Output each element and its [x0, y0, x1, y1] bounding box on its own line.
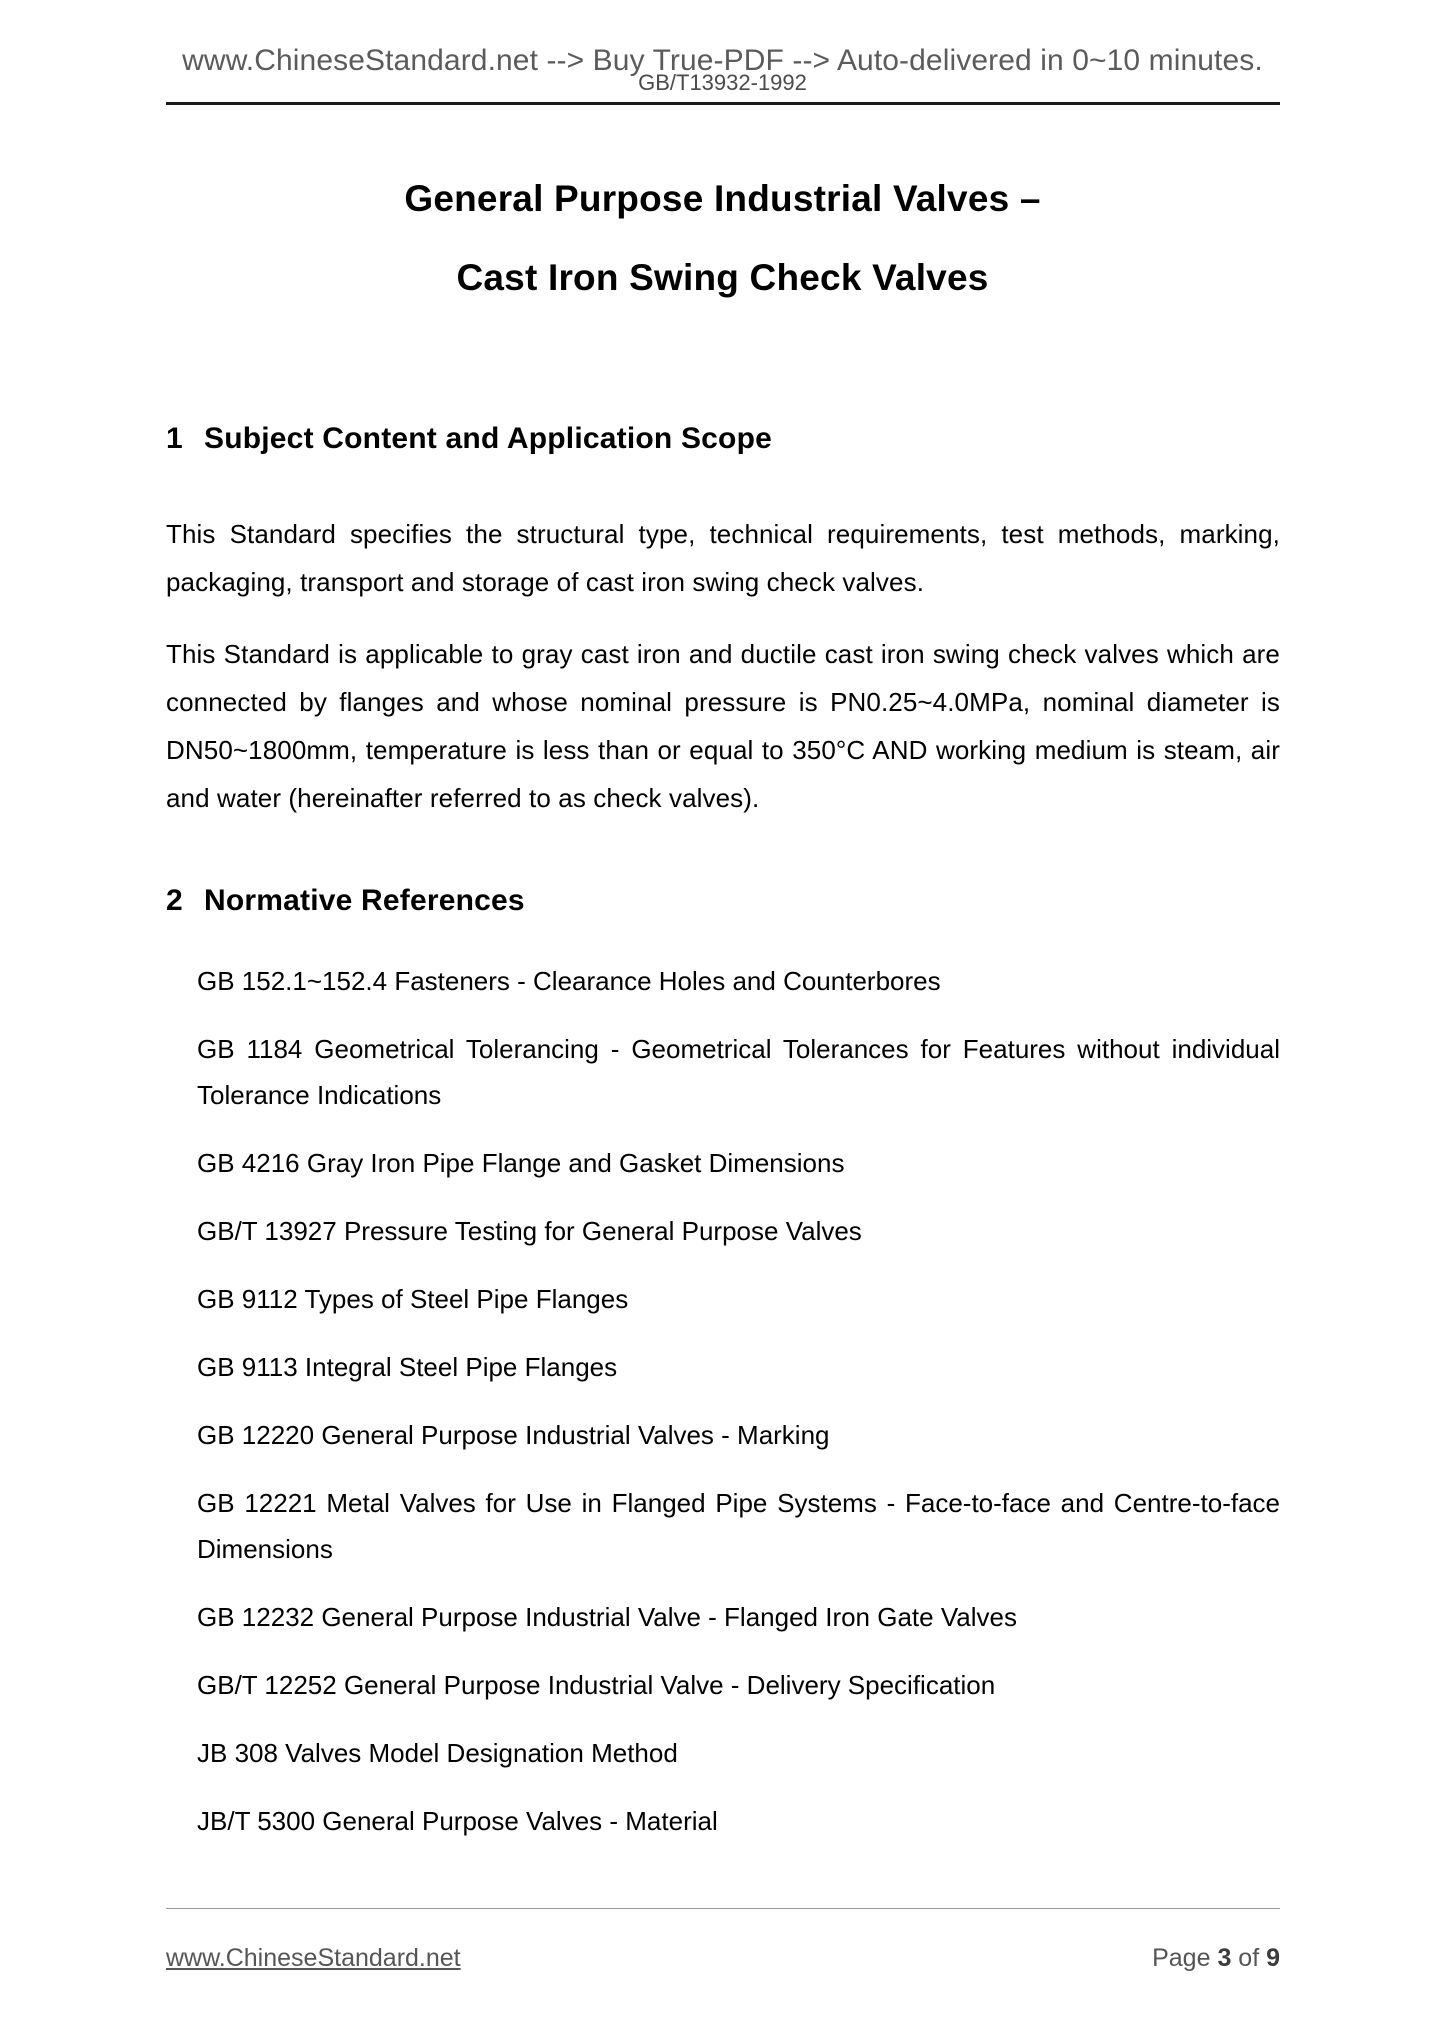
- section-heading-1: [166, 420, 1280, 458]
- page-total-number: 9: [1266, 1944, 1280, 1972]
- list-item: GB 1184 Geometrical Tolerancing - Geometrical Tolerances for Features without individual Tolerance Indications: [197, 1034, 1280, 1110]
- footer-site-link[interactable]: www.ChineseStandard.net: [166, 1944, 461, 1972]
- section-1-paragraph-1: This Standard specifies the structural type, technical requirements, test methods, marking, packaging, transport and storage of cast iron swing check valves.: [166, 519, 1280, 597]
- watermark-promo-text: www.ChineseStandard.net --> Buy True-PDF --> Auto-delivered in 0~10 minutes.: [182, 44, 1263, 77]
- list-item: GB/T 12252 General Purpose Industrial Valve - Delivery Specification: [197, 1670, 996, 1700]
- page-title-line-2: Cast Iron Swing Check Valves: [456, 257, 989, 298]
- section-1-paragraph-2: This Standard is applicable to gray cast iron and ductile cast iron swing check valves which are connected by flanges and whose nominal pressure is PN0.25~4.0MPa, nominal diameter is DN50~1800mm, temperature is less than or equal to 350°C AND working medium is steam, air and water (hereinafter referred to as check valves).: [166, 639, 1280, 813]
- section-number-2: 2: [166, 884, 183, 917]
- section-title-2: Normative References: [204, 884, 525, 917]
- document-body: [166, 420, 1280, 1844]
- list-item: GB 152.1~152.4 Fasteners - Clearance Holes and Counterbores: [197, 966, 941, 996]
- header-divider: [166, 102, 1280, 105]
- normative-references-list: [166, 958, 1280, 1844]
- footer-divider: [166, 1908, 1280, 1909]
- page-prefix-label: Page: [1152, 1944, 1218, 1972]
- section-heading-2: [166, 882, 1280, 920]
- list-item: GB 12221 Metal Valves for Use in Flanged Pipe Systems - Face-to-face and Centre-to-face Dimensions: [197, 1488, 1280, 1564]
- list-item: GB 12232 General Purpose Industrial Valve - Flanged Iron Gate Valves: [197, 1602, 1017, 1632]
- list-item: GB 9112 Types of Steel Pipe Flanges: [197, 1284, 629, 1314]
- page-title-line-1: General Purpose Industrial Valves –: [404, 178, 1041, 219]
- page-number-indicator: [1152, 1943, 1280, 1973]
- page-header: [0, 44, 1445, 114]
- list-item: JB/T 5300 General Purpose Valves - Material: [197, 1806, 718, 1836]
- list-item: JB 308 Valves Model Designation Method: [197, 1738, 678, 1768]
- list-item: GB 12220 General Purpose Industrial Valves - Marking: [197, 1420, 830, 1450]
- spacer: [166, 822, 1280, 882]
- list-item: GB 9113 Integral Steel Pipe Flanges: [197, 1352, 618, 1382]
- spacer: [166, 920, 1280, 958]
- standard-number: GB/T13932-1992: [638, 70, 807, 95]
- section-title-1: Subject Content and Application Scope: [204, 422, 772, 455]
- section-number-1: 1: [166, 422, 183, 455]
- list-item: GB 4216 Gray Iron Pipe Flange and Gasket Dimensions: [197, 1148, 845, 1178]
- spacer: [166, 606, 1280, 630]
- footer-content: [166, 1943, 1280, 1973]
- page-current-number: 3: [1217, 1944, 1232, 1972]
- page-footer: [166, 1908, 1280, 1973]
- page-of-label: of: [1231, 1944, 1267, 1972]
- list-item: GB/T 13927 Pressure Testing for General Purpose Valves: [197, 1216, 862, 1246]
- page-title: [0, 167, 1445, 310]
- spacer: [166, 458, 1280, 510]
